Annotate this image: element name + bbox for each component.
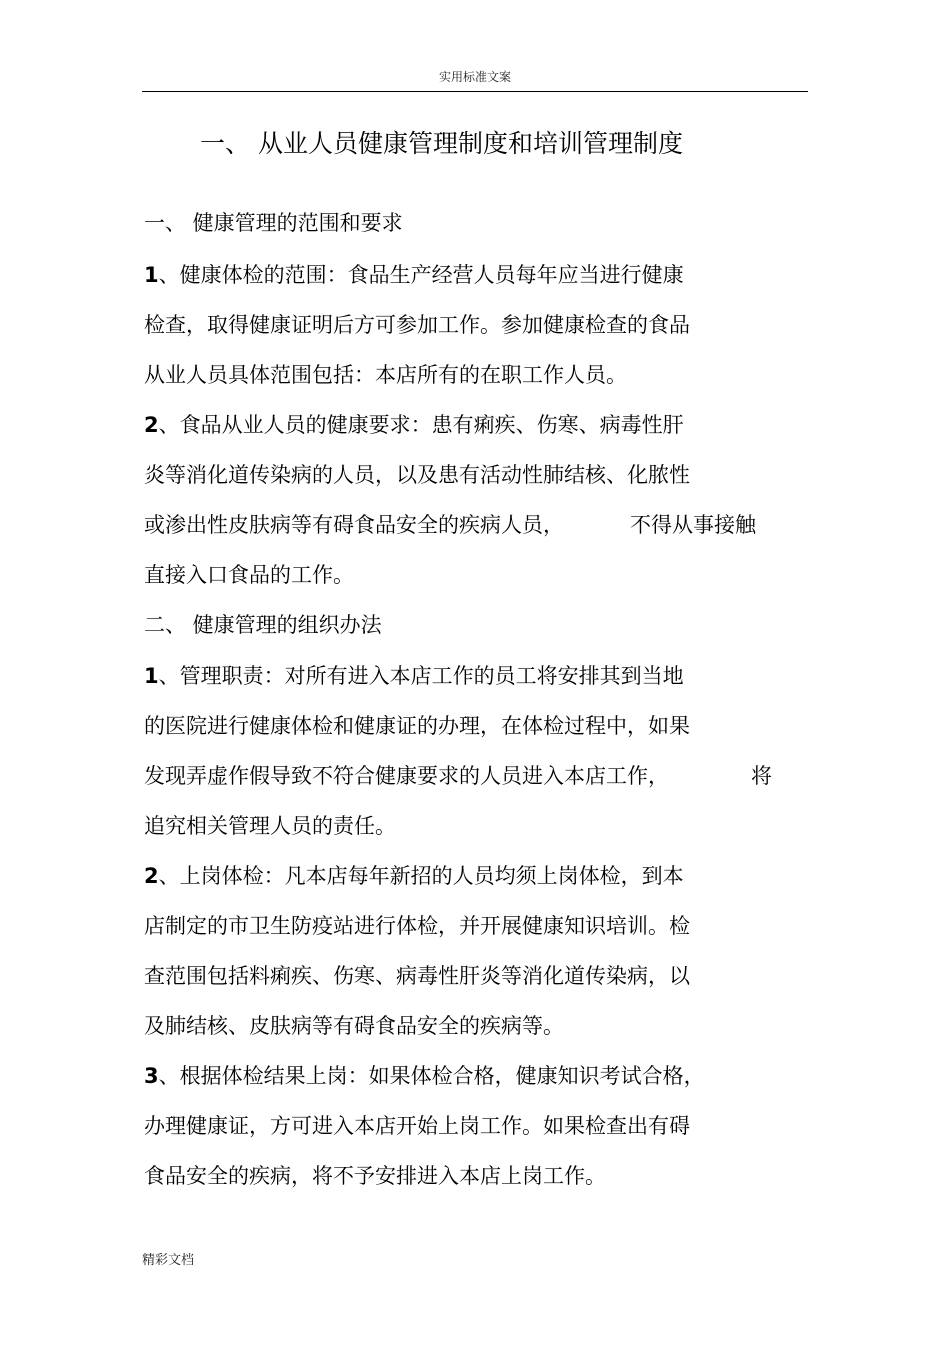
line-text: 检查，取得健康证明后方可参加工作。参加健康检查的食品	[144, 313, 690, 337]
line-text: 追究相关管理人员的责任。	[144, 814, 396, 838]
line-text: 、上岗体检：凡本店每年新招的人员均须上岗体检，到本	[158, 864, 684, 888]
line-text: 从业人员具体范围包括：本店所有的在职工作人员。	[144, 363, 627, 387]
paragraph-line	[144, 411, 684, 439]
paragraph-line	[144, 361, 627, 389]
section-heading-text: 一、 健康管理的范围和要求	[144, 211, 403, 235]
paragraph-line	[144, 662, 684, 690]
item-number: 2	[144, 864, 159, 888]
line-text: 或渗出性皮肤病等有碍食品安全的疾病人员，	[144, 513, 564, 537]
paragraph-line	[144, 1062, 705, 1090]
item-number: 3	[144, 1064, 159, 1088]
line-text: 发现弄虚作假导致不符合健康要求的人员进入本店工作，	[144, 764, 669, 788]
paragraph-line	[144, 912, 690, 940]
paragraph-line	[144, 461, 690, 489]
line-text-continued: 将	[751, 764, 772, 788]
item-number: 2	[144, 413, 159, 437]
line-text: 及肺结核、皮肤病等有碍食品安全的疾病等。	[144, 1014, 564, 1038]
item-number: 1	[144, 263, 159, 287]
paragraph-line	[144, 762, 772, 790]
section-heading-1	[144, 209, 403, 237]
page-header-text: 实用标准文案	[438, 70, 511, 84]
line-text: 、根据体检结果上岗：如果体检合格，健康知识考试合格，	[158, 1064, 705, 1088]
line-text: 店制定的市卫生防疫站进行体检，并开展健康知识培训。检	[144, 914, 690, 938]
paragraph-line	[144, 862, 684, 890]
header-divider	[142, 91, 808, 92]
line-text: 的医院进行健康体检和健康证的办理，在体检过程中，如果	[144, 714, 690, 738]
section-heading-text: 二、 健康管理的组织办法	[144, 613, 382, 637]
paragraph-line	[144, 962, 690, 990]
document-title: 一、 从业人员健康管理制度和培训管理制度	[200, 129, 683, 158]
paragraph-line	[144, 712, 690, 740]
paragraph-line	[144, 261, 684, 289]
paragraph-line	[144, 812, 396, 840]
line-text: 、食品从业人员的健康要求：患有痢疾、伤寒、病毒性肝	[158, 413, 684, 437]
line-text: 、健康体检的范围：食品生产经营人员每年应当进行健康	[158, 263, 684, 287]
item-number: 1	[144, 664, 159, 688]
paragraph-line	[144, 1112, 690, 1140]
line-text: 查范围包括料痢疾、伤寒、病毒性肝炎等消化道传染病，以	[144, 964, 690, 988]
line-text-continued: 不得从事接触	[630, 513, 756, 537]
line-text: 直接入口食品的工作。	[144, 563, 354, 587]
section-heading-2	[144, 611, 382, 639]
line-text: 炎等消化道传染病的人员，以及患有活动性肺结核、化脓性	[144, 463, 690, 487]
paragraph-line	[144, 1012, 564, 1040]
line-text: 办理健康证，方可进入本店开始上岗工作。如果检查出有碍	[144, 1114, 690, 1138]
line-text: 食品安全的疾病，将不予安排进入本店上岗工作。	[144, 1164, 606, 1188]
paragraph-line	[144, 511, 756, 539]
page-footer-text: 精彩文档	[142, 1253, 195, 1268]
paragraph-line	[144, 1162, 606, 1190]
paragraph-line	[144, 561, 354, 589]
paragraph-line	[144, 311, 690, 339]
line-text: 、管理职责：对所有进入本店工作的员工将安排其到当地	[158, 664, 684, 688]
